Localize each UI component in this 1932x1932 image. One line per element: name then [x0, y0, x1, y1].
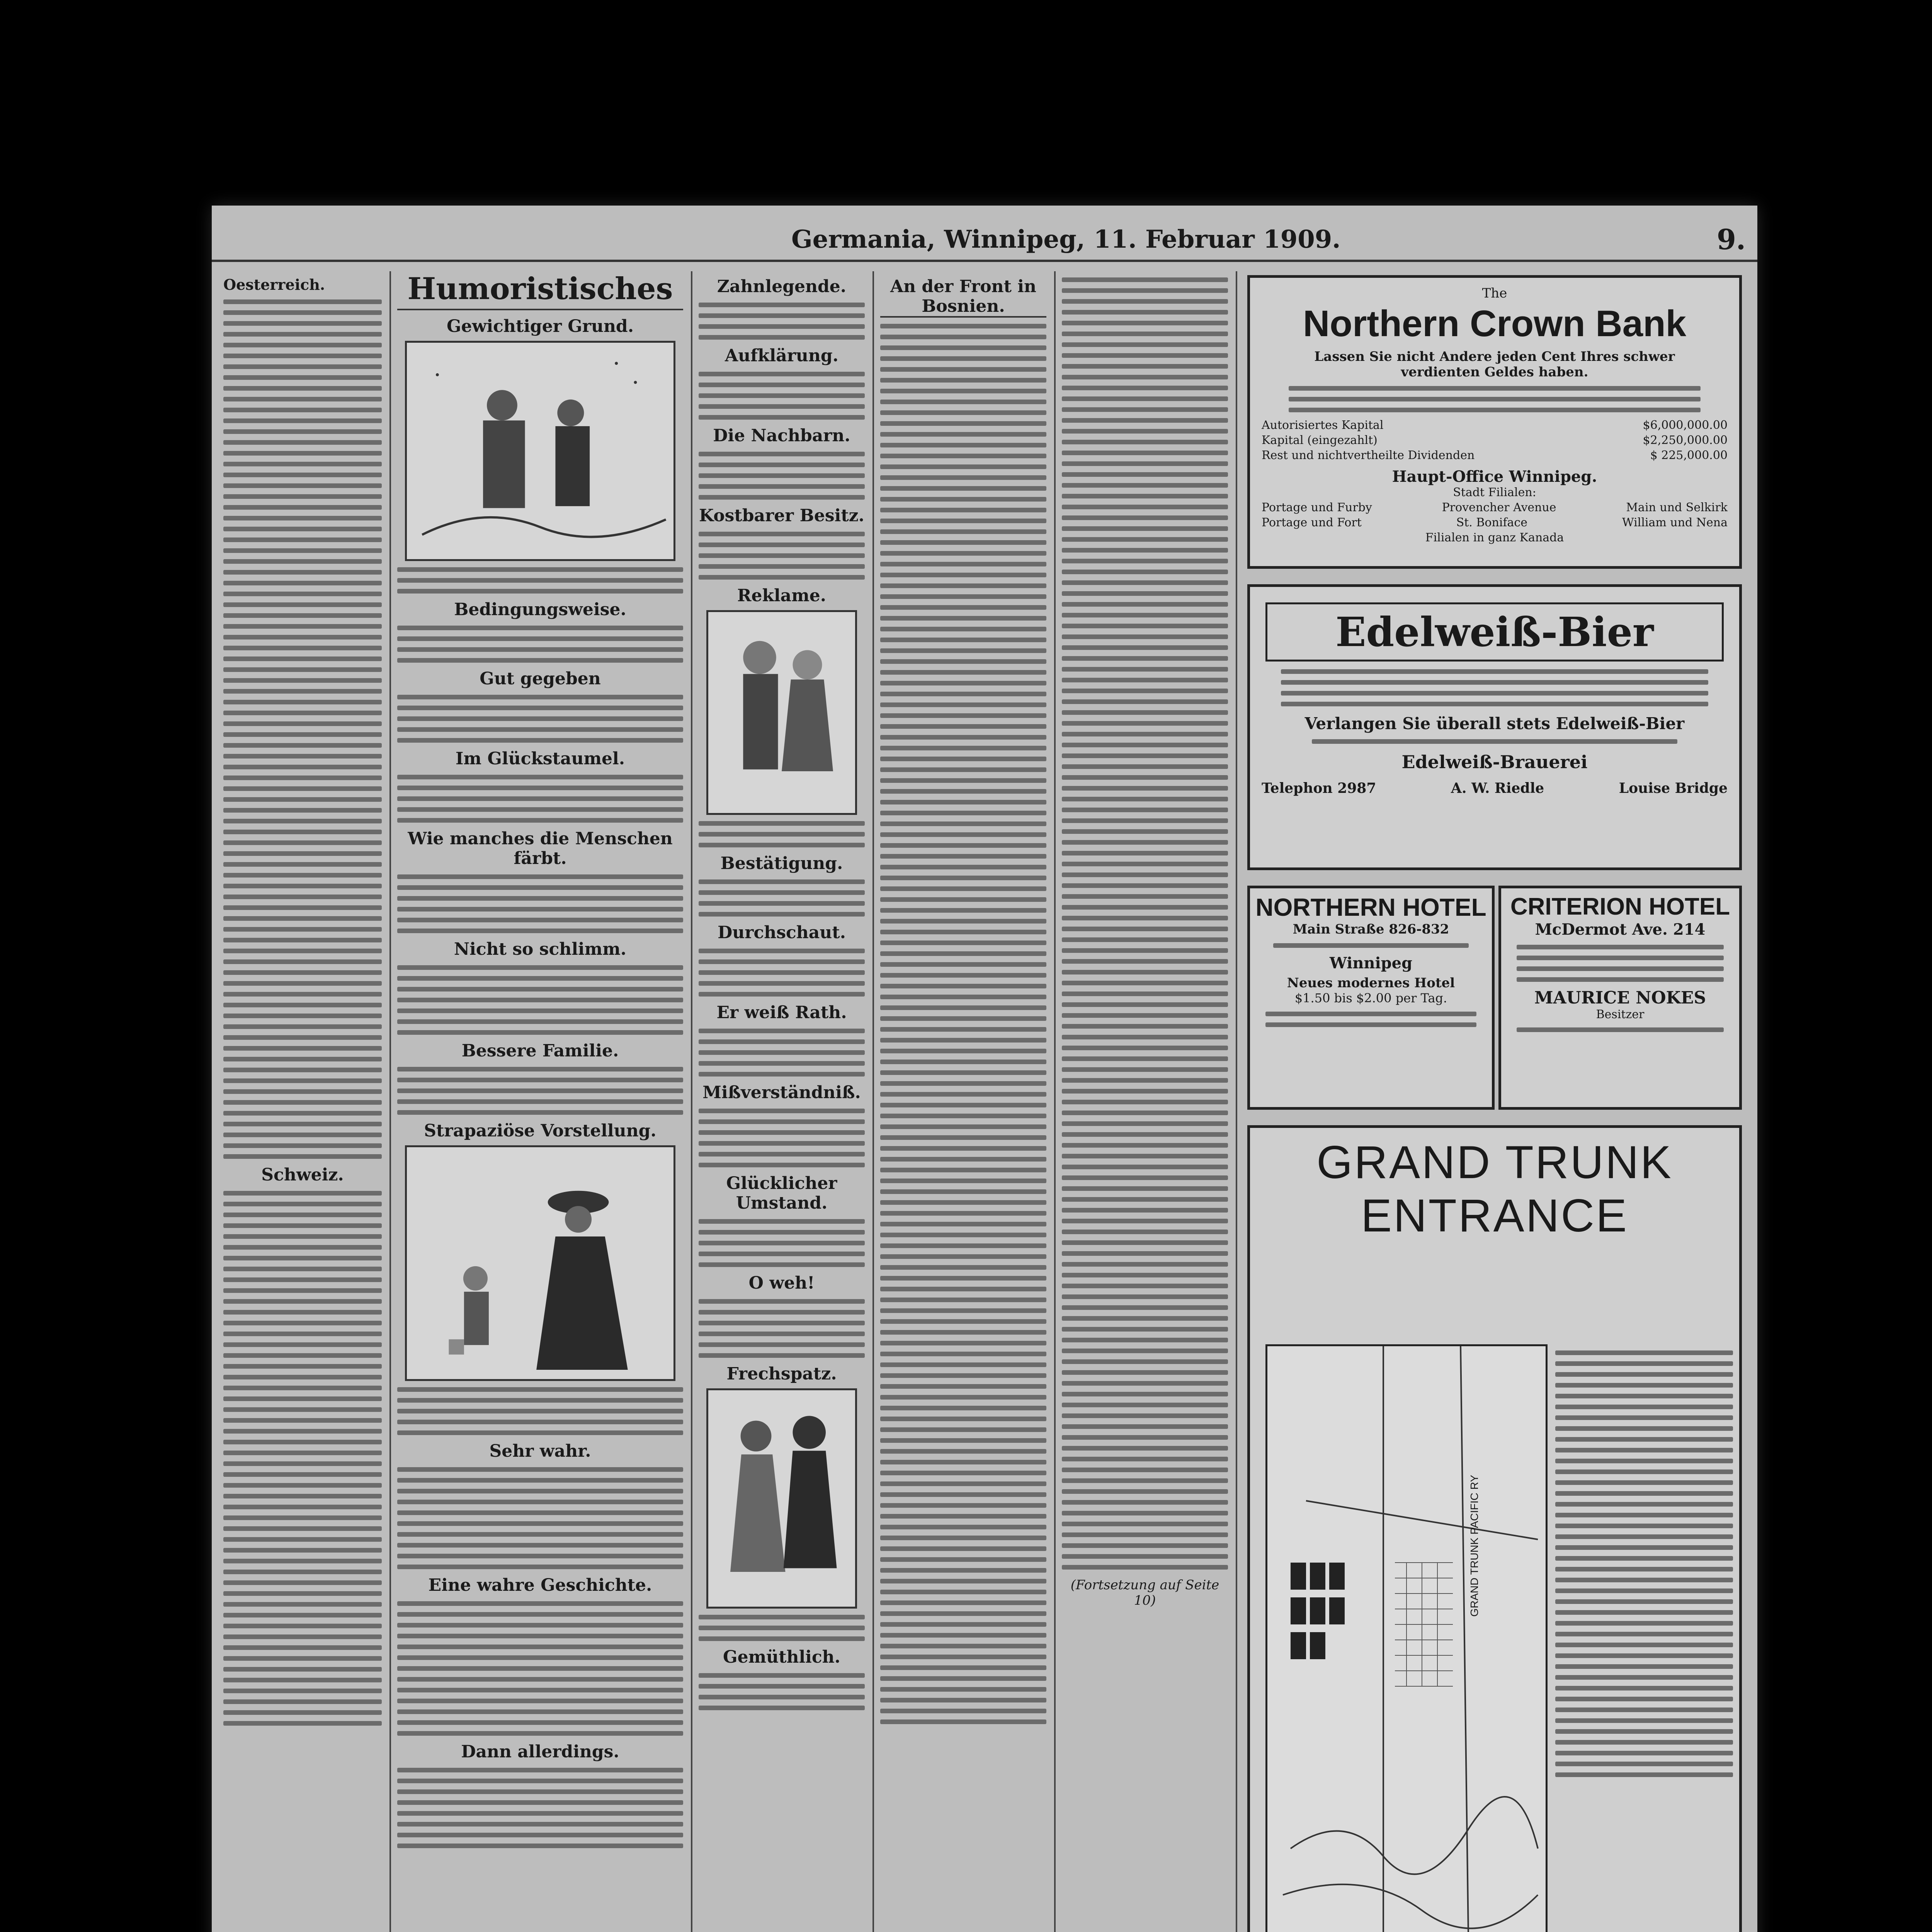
item-text — [397, 626, 683, 663]
grand-trunk-description — [1555, 1344, 1733, 1783]
item-text — [397, 965, 683, 1035]
beer-text — [1312, 739, 1677, 744]
northern-hotel-name: NORTHERN HOTEL — [1255, 893, 1486, 921]
article-text — [223, 1191, 382, 1726]
section-heading: Schweiz. — [261, 1165, 344, 1185]
item-heading: Gut gegeben — [480, 669, 601, 689]
criterion-hotel-owner: MAURICE NOKES — [1534, 988, 1706, 1008]
newspaper-page — [212, 206, 1757, 1932]
branch: St. Boniface — [1456, 516, 1527, 529]
bank-branches-row — [1262, 501, 1728, 514]
brewery-name: Edelweiß-Brauerei — [1401, 752, 1588, 772]
item-heading: Sehr wahr. — [489, 1441, 591, 1461]
article-title: An der Front in Bosnien. — [880, 277, 1046, 318]
row-value: $ 225,000.00 — [1650, 449, 1728, 462]
beer-location: Louise Bridge — [1619, 780, 1728, 796]
bank-slogan: Lassen Sie nicht Andere jeden Cent Ihres schwer verdienten Geldes haben. — [1314, 349, 1675, 380]
item-heading: Aufklärung. — [724, 346, 838, 366]
northern-hotel-tagline: Neues modernes Hotel — [1287, 975, 1455, 991]
column-rule — [1236, 271, 1237, 1932]
item-text — [699, 303, 865, 340]
column-bosnien-continued — [1062, 271, 1228, 1932]
item-heading: Dann allerdings. — [461, 1742, 619, 1762]
criterion-hotel-address: McDermot Ave. 214 — [1535, 920, 1706, 939]
item-text — [699, 821, 865, 847]
beer-text — [1281, 669, 1708, 706]
item-heading: O weh! — [748, 1273, 815, 1293]
row-label: Autorisiertes Kapital — [1262, 418, 1384, 432]
item-text — [397, 1467, 683, 1569]
branch: Main und Selkirk — [1626, 501, 1728, 514]
northern-hotel-text — [1265, 1012, 1476, 1027]
illustration-drawing — [708, 1390, 855, 1607]
item-text — [397, 874, 683, 933]
item-text — [397, 695, 683, 743]
bank-head-office: Haupt-Office Winnipeg. — [1392, 468, 1597, 486]
item-heading: Frechspatz. — [726, 1364, 837, 1384]
item-text — [397, 1067, 683, 1115]
item-heading: Die Nachbarn. — [713, 426, 850, 446]
item-text — [397, 1768, 683, 1848]
illustration-drawing — [407, 343, 673, 559]
item-text — [699, 1615, 865, 1641]
item-heading: Zahnlegende. — [717, 277, 847, 296]
article-text — [223, 299, 382, 1159]
northern-hotel-rates: $1.50 bis $2.00 per Tag. — [1294, 991, 1447, 1005]
column-anecdotes — [699, 271, 865, 1932]
column-rule — [691, 271, 692, 1932]
item-heading: Eine wahre Geschichte. — [428, 1575, 652, 1595]
item-heading: Strapaziöse Vorstellung. — [424, 1121, 656, 1141]
article-text — [880, 324, 1046, 1724]
item-heading: Bessere Familie. — [461, 1041, 619, 1061]
row-value: $6,000,000.00 — [1643, 418, 1728, 432]
bank-name: Northern Crown Bank — [1303, 303, 1687, 344]
column-rule — [389, 271, 391, 1932]
item-text — [699, 1029, 865, 1077]
branch: Portage und Fort — [1262, 516, 1362, 529]
bank-capital-row — [1262, 418, 1728, 432]
item-text — [699, 1299, 865, 1358]
item-text — [397, 1601, 683, 1736]
column-rule — [1054, 271, 1056, 1932]
item-text — [699, 949, 865, 997]
northern-hotel-text — [1273, 943, 1469, 948]
branch: William und Nena — [1622, 516, 1728, 529]
criterion-hotel-name: CRITERION HOTEL — [1510, 893, 1730, 920]
map-drawing — [1267, 1346, 1546, 1932]
item-heading: Er weiß Rath. — [716, 1003, 847, 1022]
ad-edelweiss-bier — [1247, 584, 1742, 870]
ad-grand-trunk-entrance — [1247, 1125, 1742, 1932]
northern-hotel-address: Main Straße 826-832 — [1293, 922, 1449, 937]
beer-owner: A. W. Riedle — [1451, 780, 1544, 796]
bank-capital-row — [1262, 449, 1728, 462]
beer-name: Edelweiß-Bier — [1335, 608, 1654, 656]
row-label: Rest und nichtvertheilte Dividenden — [1262, 449, 1475, 462]
item-heading: Bedingungsweise. — [454, 600, 626, 619]
column-oesterreich — [223, 271, 382, 1932]
criterion-hotel-text — [1517, 1027, 1724, 1032]
ad-northern-crown-bank — [1247, 275, 1742, 569]
branch: Portage und Furby — [1262, 501, 1372, 514]
bank-capital-row — [1262, 434, 1728, 447]
column-rule — [872, 271, 874, 1932]
item-text — [699, 1109, 865, 1167]
item-heading: Wie manches die Menschen färbt. — [408, 829, 673, 868]
map-railway-label: GRAND TRUNK PACIFIC RY — [1468, 1475, 1480, 1617]
row-label: Kapital (eingezahlt) — [1262, 434, 1378, 447]
masthead-title: Germania, Winnipeg, 11. Februar 1909. — [791, 225, 1341, 254]
article-text — [1062, 277, 1228, 1570]
item-text — [699, 879, 865, 917]
beer-telephone: Telephon 2987 — [1262, 780, 1376, 796]
continuation-note: (Fortsetzung auf Seite 10) — [1070, 1577, 1219, 1608]
item-heading: Durchschaut. — [718, 923, 846, 942]
bank-branches-row — [1262, 516, 1728, 529]
item-heading: Im Glückstaumel. — [455, 749, 625, 769]
item-heading: Kostbarer Besitz. — [699, 506, 864, 526]
beer-contact-row — [1262, 780, 1728, 796]
bank-the: The — [1482, 286, 1507, 301]
item-heading: Glücklicher Umstand. — [726, 1173, 837, 1213]
ad-criterion-hotel — [1498, 886, 1742, 1110]
illustration-drawing — [708, 612, 855, 813]
page-number: 9. — [1716, 223, 1746, 256]
column-title: Humoristisches — [397, 271, 683, 310]
criterion-hotel-owner-title: Besitzer — [1596, 1008, 1645, 1021]
branch: Provencher Avenue — [1442, 501, 1556, 514]
masthead — [212, 221, 1757, 262]
grand-trunk-title-1: GRAND TRUNK — [1316, 1136, 1673, 1188]
illustration-snow-scene — [405, 341, 675, 561]
item-heading: Gewichtiger Grund. — [446, 316, 634, 336]
item-heading: Nicht so schlimm. — [454, 939, 627, 959]
northern-hotel-city: Winnipeg — [1329, 954, 1413, 972]
beer-name-frame — [1265, 602, 1724, 662]
item-heading: Gemüthlich. — [723, 1647, 840, 1667]
item-text — [699, 452, 865, 500]
item-text — [397, 567, 683, 594]
illustration-two-girls — [706, 1388, 857, 1609]
bank-footer: Filialen in ganz Kanada — [1425, 531, 1564, 544]
item-text — [699, 372, 865, 420]
column-bosnien — [880, 271, 1046, 1932]
illustration-couple — [706, 610, 857, 815]
ad-northern-hotel — [1247, 886, 1495, 1110]
item-heading: Mißverständniß. — [702, 1083, 861, 1102]
illustration-drawing — [407, 1147, 673, 1379]
column-humoristisches — [397, 271, 683, 1932]
item-text — [699, 1219, 865, 1267]
item-heading: Reklame. — [737, 586, 827, 605]
item-text — [397, 1387, 683, 1435]
item-text — [397, 775, 683, 823]
bank-text — [1289, 386, 1701, 412]
bank-branches-label: Stadt Filialen: — [1453, 486, 1536, 499]
grand-trunk-title-2: ENTRANCE — [1361, 1190, 1629, 1242]
item-text — [699, 1673, 865, 1710]
beer-call: Verlangen Sie überall stets Edelweiß-Bier — [1304, 714, 1685, 733]
criterion-hotel-text — [1517, 945, 1724, 982]
item-text — [699, 532, 865, 580]
illustration-lady-and-child — [405, 1145, 675, 1381]
item-heading: Bestätigung. — [720, 854, 843, 873]
grand-trunk-map — [1265, 1344, 1548, 1932]
row-value: $2,250,000.00 — [1643, 434, 1728, 447]
section-heading: Oesterreich. — [223, 276, 325, 293]
grand-trunk-text — [1555, 1350, 1733, 1777]
